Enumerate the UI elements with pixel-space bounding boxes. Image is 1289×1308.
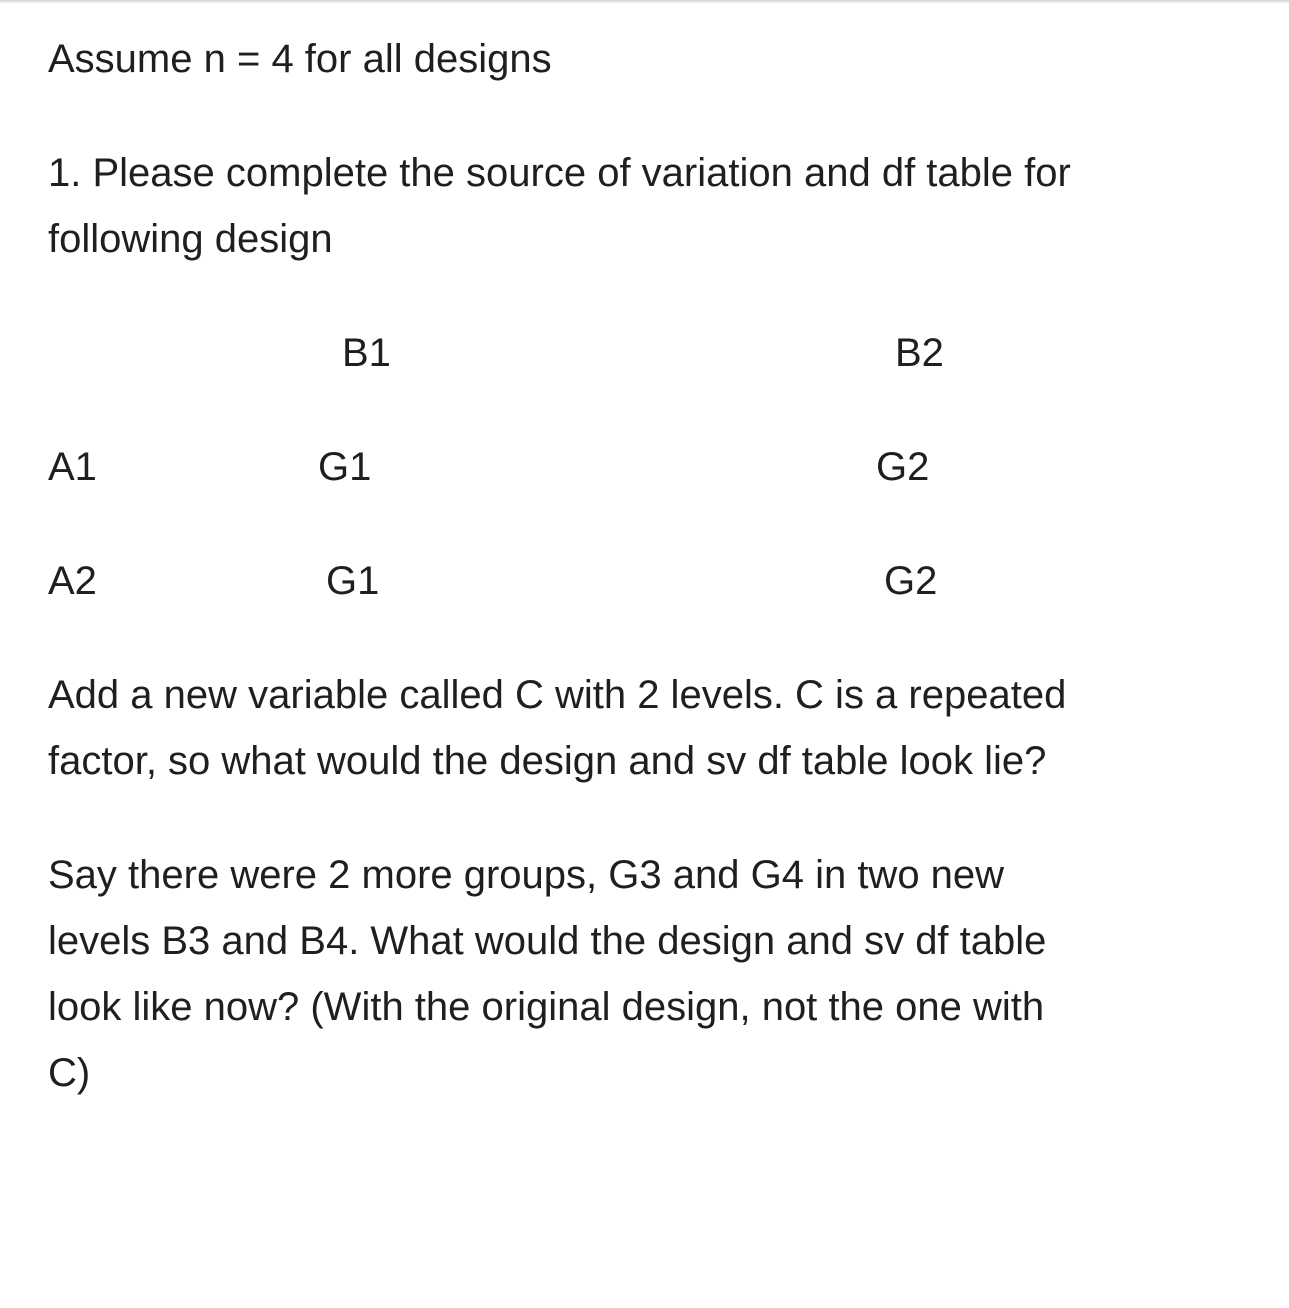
add-variable-line-1: Add a new variable called C with 2 levels. C is a repeated [48, 673, 1067, 717]
row-label-a1: A1 [48, 445, 97, 489]
add-variable-line-2: factor, so what would the design and sv df table look lie? [48, 739, 1047, 783]
more-groups-line-4: C) [48, 1051, 91, 1095]
cell-a2-b1: G1 [326, 559, 380, 603]
top-edge-shadow [0, 0, 1289, 4]
more-groups-line-2: levels B3 and B4. What would the design and sv df table [48, 919, 1047, 963]
more-groups-line-3: look like now? (With the original design, not the one with [48, 985, 1045, 1029]
cell-a1-b2: G2 [876, 445, 930, 489]
question-1-line-1: 1. Please complete the source of variation and df table for [48, 151, 1071, 195]
column-header-b2: B2 [895, 331, 944, 375]
more-groups-line-1: Say there were 2 more groups, G3 and G4 in two new [48, 853, 1005, 897]
cell-a1-b1: G1 [318, 445, 372, 489]
row-label-a2: A2 [48, 559, 97, 603]
question-1-line-2: following design [48, 217, 333, 261]
column-header-b1: B1 [342, 331, 391, 375]
cell-a2-b2: G2 [884, 559, 938, 603]
assumption-text: Assume n = 4 for all designs [48, 37, 552, 81]
